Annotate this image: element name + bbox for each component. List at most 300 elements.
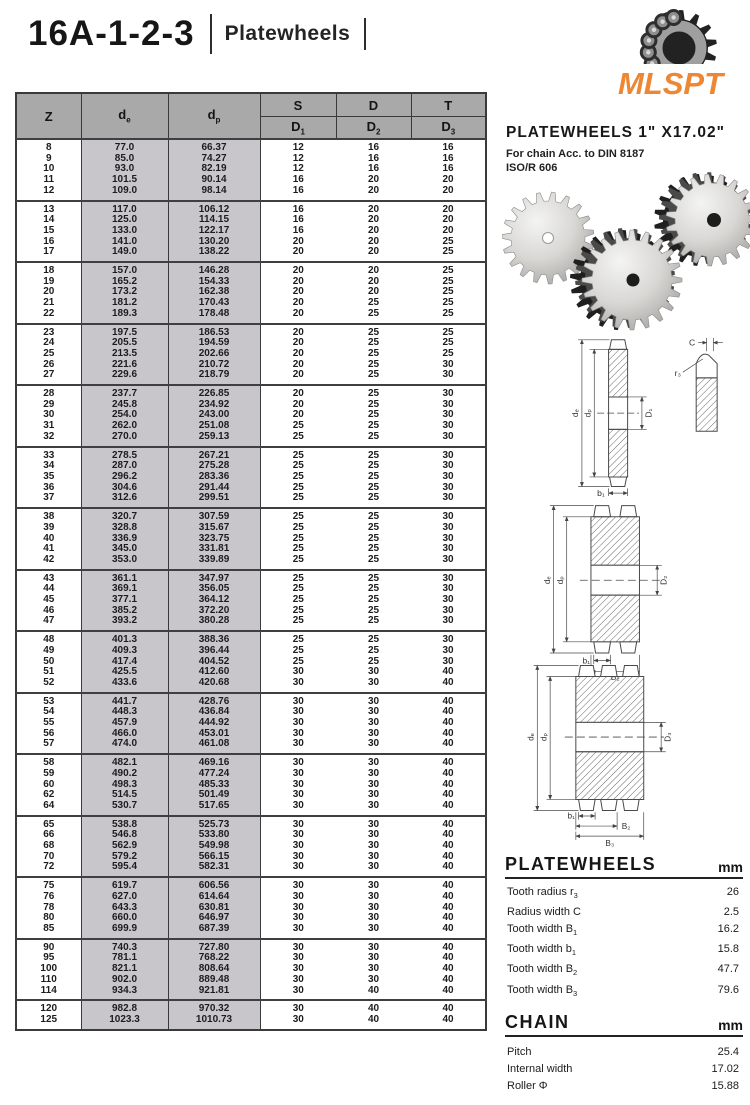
z-value: 37 [16,493,81,508]
de-value: 328.8 [81,523,168,534]
d1-value: 25 [260,508,336,523]
de-value: 530.7 [81,801,168,816]
d2-value: 20 [367,174,380,186]
table-row [16,461,486,472]
d1-value: 25 [292,583,304,595]
d1-value: 25 [260,447,336,462]
de-value: 627.0 [81,892,168,903]
d3-value: 40 [411,816,486,831]
z-value: 44 [16,584,81,595]
d1-value: 30 [292,829,304,841]
table-row [16,801,486,816]
table-row [16,1000,486,1015]
z-value: 24 [16,338,81,349]
table-row [16,370,486,385]
d3-value: 40 [442,912,454,924]
dp-value: 372.20 [168,606,260,617]
d2-value: 25 [367,460,380,472]
d3-value: 30 [442,615,454,627]
d2-value: 30 [367,861,380,873]
row-group [16,877,486,939]
d1-value: 20 [292,235,304,247]
table-row [16,201,486,216]
de-value: 740.3 [81,939,168,954]
product-standard-1: For chain Acc. to DIN 8187 [506,148,645,160]
z-value: 55 [16,718,81,729]
spec-value: 16.2 [717,922,739,935]
d2-value: 40 [336,1000,411,1015]
de-value: 474.0 [81,739,168,754]
d3-value: 20 [442,214,454,226]
row-group [16,570,486,632]
de-value: 619.7 [81,877,168,892]
spec-value: 79.6 [717,983,739,996]
d3-value: 30 [442,553,454,565]
d3-value: 20 [442,184,454,196]
d1-value: 20 [292,347,304,359]
d1-value: 25 [292,553,304,565]
d1-value: 16 [260,201,336,216]
table-row [16,729,486,740]
table-row [16,534,486,545]
dp-value: 226.85 [168,385,260,400]
d2-value: 30 [336,754,411,769]
dp-value: 687.39 [168,924,260,939]
platewheel-table [15,92,487,1031]
dp-value: 178.48 [168,309,260,324]
z-value: 60 [16,780,81,791]
de-value: 498.3 [81,780,168,791]
spec-label: Radius width C [507,906,581,919]
dp-value: 921.81 [168,986,260,1001]
d2-value: 30 [367,789,380,801]
spec-label: Internal width [507,1063,573,1076]
z-value: 120 [16,1000,81,1015]
dp-value: 768.22 [168,953,260,964]
de-value: 490.2 [81,769,168,780]
z-value: 22 [16,309,81,324]
de-value: 595.4 [81,862,168,877]
d1-value: 20 [292,369,304,381]
table-row [16,657,486,668]
de-value: 296.2 [81,472,168,483]
d1-value: 30 [292,984,304,996]
logo-text: MLSPT [617,66,724,101]
dp-value: 412.60 [168,667,260,678]
d2-value: 25 [336,631,411,646]
z-value: 75 [16,877,81,892]
dim-label-b1: b₁ [597,488,605,498]
z-value: 20 [16,287,81,298]
de-value: 1023.3 [81,1015,168,1030]
d3-value: 40 [442,717,454,729]
de-value: 466.0 [81,729,168,740]
d3-value: 30 [442,470,454,482]
d1-value: 16 [292,214,304,226]
dim-label-r3: r₃ [674,368,681,378]
d2-value: 20 [367,184,380,196]
dp-value: 517.65 [168,801,260,816]
d1-value: 30 [260,693,336,708]
dp-value: 469.16 [168,754,260,769]
table-row [16,287,486,298]
dp-value: 106.12 [168,201,260,216]
d3-value: 40 [442,727,454,739]
z-value: 43 [16,570,81,585]
table-row [16,841,486,852]
z-value: 70 [16,852,81,863]
d1-value: 30 [292,840,304,852]
table-row [16,175,486,186]
d1-value: 20 [260,262,336,277]
table-row [16,247,486,262]
d1-value: 30 [292,717,304,729]
z-value: 39 [16,523,81,534]
dp-value: 606.56 [168,877,260,892]
de-value: 546.8 [81,830,168,841]
product-title: PLATEWHEELS 1" X17.02" [506,124,726,141]
de-value: 482.1 [81,754,168,769]
d1-value: 25 [292,430,304,442]
dim-label-dp: dₚ [582,408,593,418]
dp-value: 420.68 [168,678,260,693]
d3-value: 40 [442,984,454,996]
d2-value: 20 [367,224,380,236]
de-value: 254.0 [81,410,168,421]
d2-value: 30 [367,840,380,852]
de-value: 353.0 [81,555,168,570]
d1-value: 30 [292,767,304,779]
d2-value: 25 [367,615,380,627]
dp-value: 347.97 [168,570,260,585]
spec-label: Tooth width $B_1$ [507,922,578,937]
row-group [16,508,486,570]
d2-value: 16 [367,152,380,164]
spec-row [505,1061,743,1078]
d3-value: 25 [442,347,454,359]
dp-value: 170.43 [168,298,260,309]
page-header [28,12,366,56]
d2-value: 30 [336,939,411,954]
chain-spec-unit: mm [718,1017,743,1034]
table-row [16,780,486,791]
z-value: 95 [16,953,81,964]
d1-value: 20 [292,275,304,287]
dp-value: 380.28 [168,616,260,631]
d2-value: 30 [367,727,380,739]
table-row [16,739,486,754]
dp-value: 234.92 [168,400,260,411]
d3-value: 40 [411,1000,486,1015]
d3-value: 40 [442,676,454,688]
d3-value: 30 [411,447,486,462]
d1-value: 30 [260,939,336,954]
d3-value: 40 [442,850,454,862]
d2-value: 25 [367,655,380,667]
dp-value: 614.64 [168,892,260,903]
d2-value: 25 [367,604,380,616]
d2-value: 25 [367,398,380,410]
dim-label-de: dₑ [526,733,536,741]
d2-value: 25 [367,594,380,606]
dim-label-dp: dₚ [539,733,549,742]
z-value: 29 [16,400,81,411]
dp-value: 525.73 [168,816,260,831]
dp-value: 396.44 [168,646,260,657]
table-row [16,595,486,606]
d3-value: 25 [442,235,454,247]
d1-value: 25 [292,420,304,432]
d2-value: 25 [367,409,380,421]
d2-value: 30 [367,799,380,811]
d3-value: 25 [411,262,486,277]
spec-row [505,1044,743,1061]
spec-label: Tooth radius $r_3$ [507,886,578,901]
table-row [16,447,486,462]
d3-value: 20 [442,224,454,236]
dim-label-b1: b₁ [582,655,591,666]
d3-value: 40 [411,939,486,954]
table-row [16,262,486,277]
spec-row [505,961,743,981]
de-value: 377.1 [81,595,168,606]
de-value: 417.4 [81,657,168,668]
table-row [16,544,486,555]
dp-value: 331.81 [168,544,260,555]
table-row [16,939,486,954]
de-value: 245.8 [81,400,168,411]
table-row [16,237,486,248]
d2-value: 30 [367,829,380,841]
d3-value: 20 [411,201,486,216]
d2-value: 20 [367,214,380,226]
d1-value: 16 [292,174,304,186]
row-group [16,1000,486,1029]
d3-value: 16 [442,163,454,175]
d1-value: 25 [292,481,304,493]
z-value: 23 [16,324,81,339]
table-row [16,631,486,646]
de-value: 433.6 [81,678,168,693]
z-value: 56 [16,729,81,740]
dim-label-de: dₑ [570,409,581,418]
d1-value: 20 [292,246,304,258]
dp-value: 404.52 [168,657,260,668]
d2-value: 20 [367,275,380,287]
table-row [16,877,486,892]
d3-value: 16 [442,152,454,164]
table-row [16,584,486,595]
d3-value: 40 [442,767,454,779]
dp-value: 90.14 [168,175,260,186]
table-row [16,226,486,237]
table-row [16,324,486,339]
spec-row [505,982,743,1002]
d2-value: 25 [367,521,380,533]
de-value: 385.2 [81,606,168,617]
drawing-triple-sprocket [506,660,731,849]
col-header-d2: $D_2$ [336,117,411,140]
table-row [16,667,486,678]
row-group [16,262,486,324]
dp-value: 259.13 [168,432,260,447]
d1-value: 30 [292,890,304,902]
z-value: 13 [16,201,81,216]
de-value: 660.0 [81,913,168,924]
row-group [16,631,486,693]
d1-value: 25 [292,470,304,482]
dp-value: 566.15 [168,852,260,863]
table-row [16,790,486,801]
dp-value: 444.92 [168,718,260,729]
d3-value: 40 [442,973,454,985]
z-value: 15 [16,226,81,237]
de-value: 562.9 [81,841,168,852]
platewheels-spec-list [505,884,743,1002]
dp-value: 453.01 [168,729,260,740]
de-value: 237.7 [81,385,168,400]
dim-label-d1: D₁ [643,408,654,418]
spec-value: 47.7 [717,963,739,976]
spec-row [505,904,743,920]
d2-value: 25 [367,369,380,381]
d3-value: 40 [442,738,454,750]
dp-value: 275.28 [168,461,260,472]
d1-value: 25 [292,644,304,656]
d3-value: 40 [442,840,454,852]
table-header [16,93,486,139]
table-row [16,830,486,841]
d2-value: 25 [367,644,380,656]
table-row [16,139,486,154]
d3-value: 16 [411,139,486,154]
z-value: 11 [16,175,81,186]
de-value: 77.0 [81,139,168,154]
table-row [16,555,486,570]
d3-value: 25 [411,324,486,339]
dp-value: 428.76 [168,693,260,708]
dp-value: 202.66 [168,349,260,360]
spec-label: Tooth width $b_1$ [507,942,576,958]
de-value: 101.5 [81,175,168,186]
de-value: 448.3 [81,707,168,718]
d1-value: 30 [260,754,336,769]
d1-value: 20 [292,358,304,370]
platewheels-spec-title: PLATEWHEELS [505,854,657,874]
table-row [16,678,486,693]
d3-value: 30 [411,570,486,585]
z-value: 32 [16,432,81,447]
spec-row [505,1078,743,1095]
d1-value: 30 [260,816,336,831]
d3-value: 40 [442,923,454,934]
d3-value: 40 [442,829,454,841]
d3-value: 40 [411,877,486,892]
d2-value: 30 [367,901,380,913]
z-value: 25 [16,349,81,360]
spec-value: 15.8 [717,942,739,955]
table-row [16,400,486,411]
d2-value: 20 [367,286,380,298]
z-value: 12 [16,186,81,201]
d2-value: 30 [367,973,380,985]
d2-value: 25 [367,481,380,493]
table-row [16,338,486,349]
dp-value: 323.75 [168,534,260,545]
d1-value: 25 [292,594,304,606]
d2-value: 25 [336,324,411,339]
d2-value: 20 [367,246,380,258]
dp-value: 66.37 [168,139,260,154]
d2-value: 30 [367,676,380,688]
dp-value: 218.79 [168,370,260,385]
table-row [16,852,486,863]
row-group [16,693,486,755]
d3-value: 30 [442,532,454,544]
de-value: 133.0 [81,226,168,237]
z-value: 47 [16,616,81,631]
platewheels-spec-unit: mm [718,859,743,875]
dp-value: 1010.73 [168,1015,260,1030]
d2-value: 30 [367,912,380,924]
dp-value: 307.59 [168,508,260,523]
z-value: 50 [16,657,81,668]
d1-value: 25 [292,543,304,555]
de-value: 425.5 [81,667,168,678]
d2-value: 20 [367,235,380,247]
de-value: 409.3 [81,646,168,657]
d3-value: 20 [442,174,454,186]
de-value: 270.0 [81,432,168,447]
de-value: 262.0 [81,421,168,432]
table-row [16,472,486,483]
z-value: 36 [16,483,81,494]
dp-value: 630.81 [168,903,260,914]
de-value: 345.0 [81,544,168,555]
dp-value: 485.33 [168,780,260,791]
z-value: 90 [16,939,81,954]
d2-value: 30 [367,706,380,718]
sprocket-photos [502,172,750,336]
d2-value: 25 [336,570,411,585]
dim-label-b1: b₁ [567,811,575,821]
d1-value: 30 [260,1000,336,1015]
dp-value: 251.08 [168,421,260,432]
d2-value: 25 [336,508,411,523]
dp-value: 436.84 [168,707,260,718]
d1-value: 20 [292,297,304,309]
d2-value: 16 [336,139,411,154]
de-value: 85.0 [81,154,168,165]
page-subtitle: Platewheels [224,22,351,45]
drawing-single-sprocket [540,334,740,498]
d2-value: 25 [367,297,380,309]
spec-label: Tooth width $B_3$ [507,983,578,998]
de-value: 221.6 [81,360,168,371]
d3-value: 40 [442,706,454,718]
d3-value: 30 [442,420,454,432]
dp-value: 356.05 [168,584,260,595]
d3-value: 40 [442,952,454,964]
col-header-dp: $d_p$ [168,93,260,139]
dp-value: 727.80 [168,939,260,954]
d3-value: 30 [442,644,454,656]
z-value: 38 [16,508,81,523]
d1-value: 30 [292,727,304,739]
table-row [16,986,486,1001]
z-value: 57 [16,739,81,754]
d3-value: 30 [442,430,454,442]
